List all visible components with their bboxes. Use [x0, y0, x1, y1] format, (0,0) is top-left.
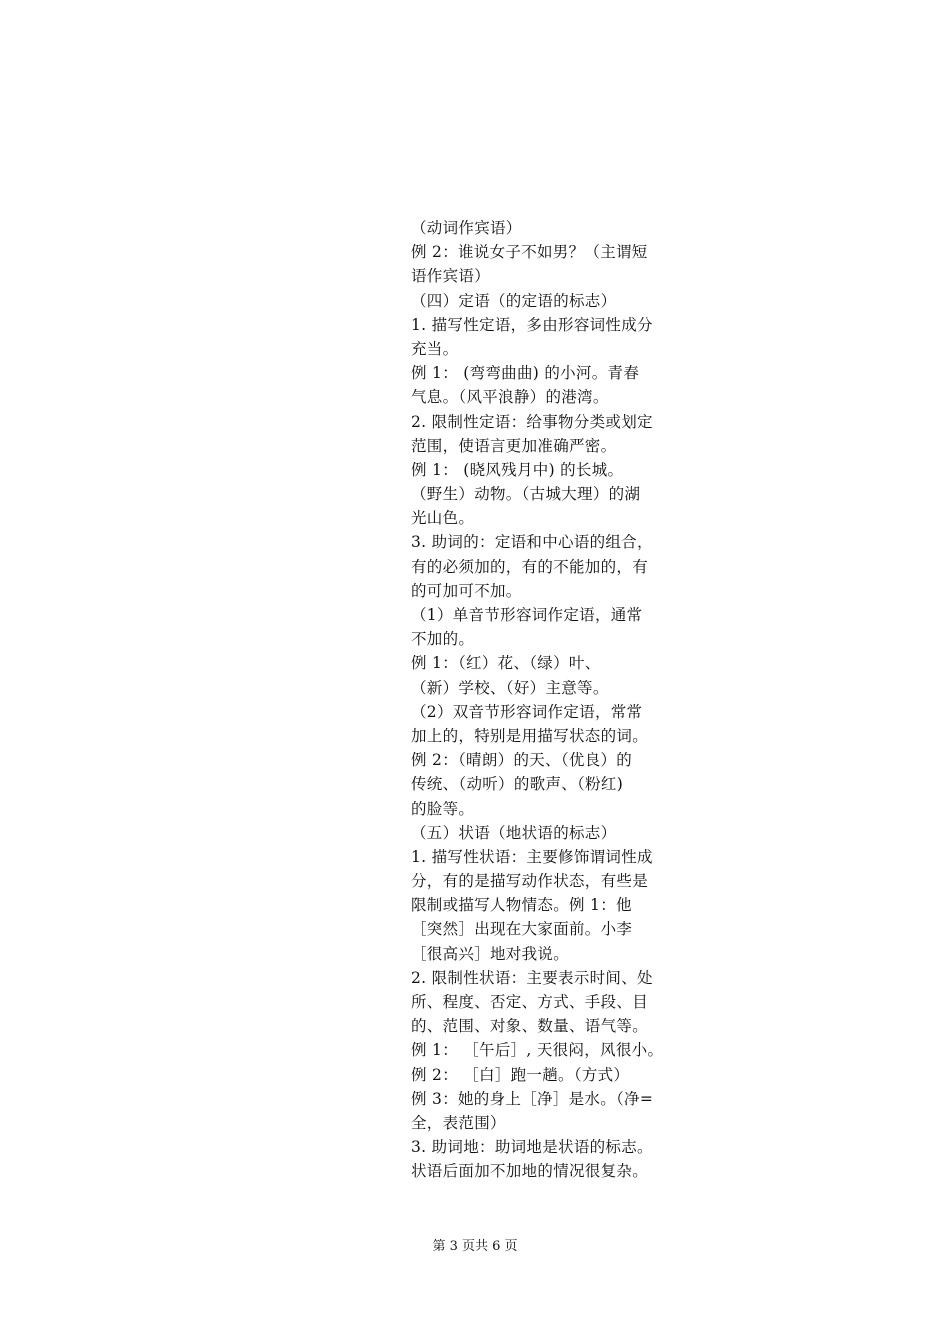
- text-line: 例 1： (弯弯曲曲) 的小河。青春: [411, 364, 640, 383]
- text-line: （1）单音节形容词作定语，通常: [411, 606, 643, 624]
- section-heading: （四）定语（的定语的标志）: [411, 291, 617, 310]
- page-number-footer: 第 3 页共 6 页: [432, 1239, 518, 1254]
- text-line: 3. 助词地：助词地是状语的标志。: [411, 1138, 653, 1157]
- text-line: 分，有的是描写动作状态，有些是: [411, 872, 649, 891]
- text-line: 范围，使语言更加准确严密。: [411, 436, 617, 455]
- text-line: 光山色。: [411, 509, 475, 528]
- text-line: 的、范围、对象、数量、语气等。: [411, 1017, 649, 1036]
- text-line: 3. 助词的：定语和中心语的组合，: [411, 533, 653, 552]
- text-line: ［很高兴］地对我说。: [411, 944, 570, 963]
- text-line: 全，表范围）: [411, 1113, 506, 1132]
- text-line: 1. 描写性定语，多由形容词性成分: [411, 315, 653, 334]
- text-line: 例 2： ［白］跑一趟。（方式）: [411, 1065, 630, 1084]
- text-line: 不加的。: [411, 630, 475, 649]
- text-line: 的可加可不加。: [411, 581, 522, 600]
- text-line: 例 1：（红）花、（绿）叶、: [411, 654, 601, 673]
- text-column: [411, 216, 677, 1184]
- text-line: 例 3：她的身上［净］是水。（净=: [411, 1089, 654, 1108]
- text-line: 2. 限制性定语：给事物分类或划定: [411, 412, 653, 431]
- text-line: 充当。: [411, 339, 459, 358]
- text-line: 状语后面加不加地的情况很复杂。: [411, 1162, 649, 1181]
- text-line: 语作宾语）: [411, 267, 491, 286]
- text-line: 有的必须加的，有的不能加的，有: [411, 557, 649, 576]
- text-line: （2）双音节形容词作定语，常常: [411, 702, 643, 721]
- text-line: 加上的，特别是用描写状态的词。: [411, 726, 649, 745]
- text-line: 传统、（动听）的歌声、（粉红): [411, 775, 624, 794]
- text-line: 例 1： (晓风残月中) 的长城。: [411, 460, 624, 479]
- text-line: 1. 描写性状语：主要修饰谓词性成: [411, 847, 653, 866]
- text-line: 例 2：谁说女子不如男？（主谓短: [411, 243, 648, 262]
- section-heading: （五）状语（地状语的标志）: [411, 823, 617, 842]
- text-line: ［突然］出现在大家面前。小李: [411, 920, 633, 939]
- text-line: 限制或描写人物情态。例 1：他: [411, 896, 632, 915]
- text-line: （新）学校、（好）主意等。: [411, 678, 609, 697]
- text-line: （野生）动物。（古城大理）的湖: [411, 485, 641, 504]
- text-line: 例 2：（晴朗）的天、（优良）的: [411, 751, 633, 770]
- text-line: 的脸等。: [411, 799, 475, 818]
- text-line: 所、程度、否定、方式、手段、目: [411, 993, 649, 1011]
- text-line: 2. 限制性状语：主要表示时间、处: [411, 968, 653, 987]
- text-line: 例 1： ［午后］, 天很闷，风很小。: [411, 1041, 664, 1060]
- text-line: （动词作宾语）: [411, 219, 522, 237]
- text-line: 气息。（风平浪静）的港湾。: [411, 388, 609, 407]
